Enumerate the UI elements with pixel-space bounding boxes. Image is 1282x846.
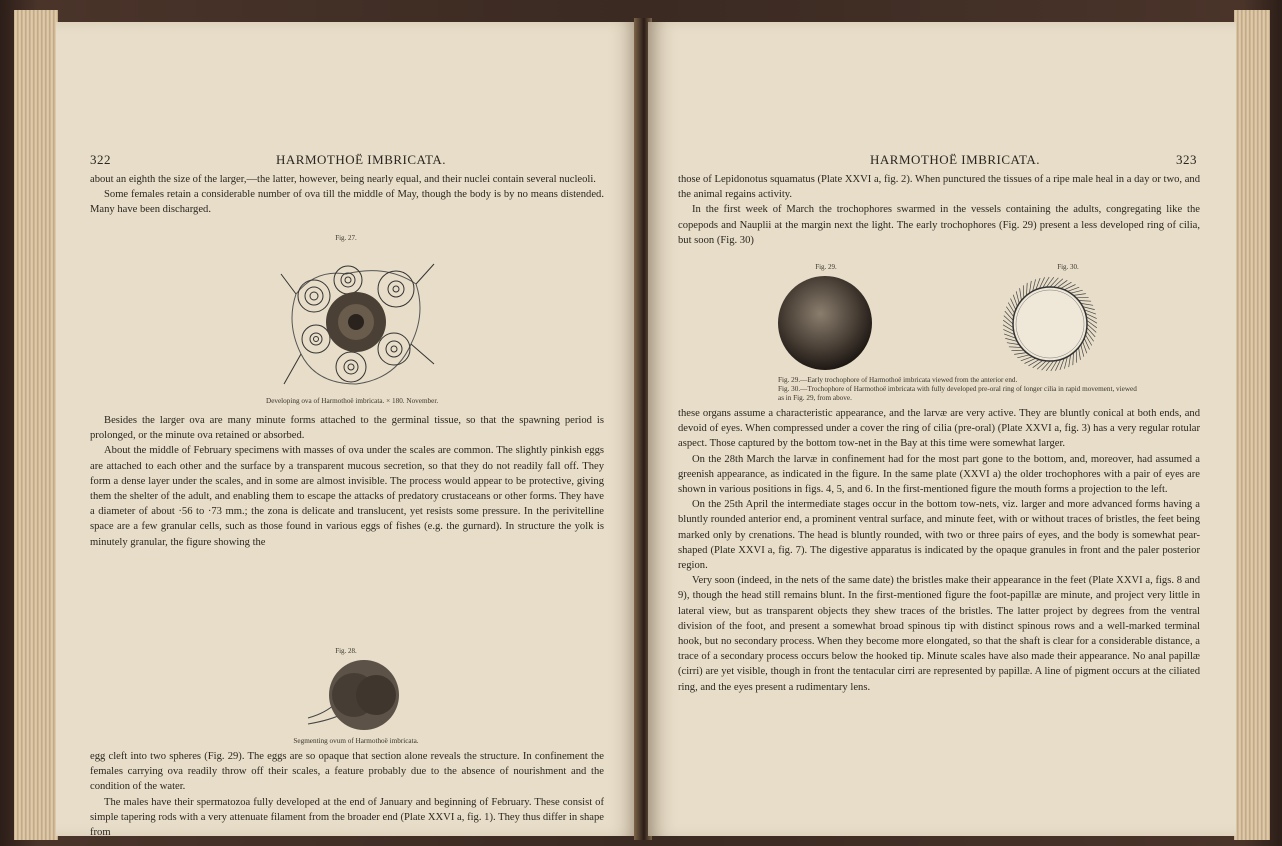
left-text-bottom xyxy=(90,749,604,840)
right-page xyxy=(648,22,1236,836)
right-para-1: those of Lepidonotus squamatus (Plate XXVI a, fig. 2). When punctured the tissues of a ripe male heal in a day or two, and the animal regains activity. xyxy=(678,174,1201,201)
fig28-label: Fig. 28. xyxy=(335,647,357,655)
fig28-segmenting-ovum xyxy=(306,658,406,734)
right-text-main xyxy=(678,406,1200,695)
fig27-label: Fig. 27. xyxy=(335,234,357,242)
right-para-6: Very soon (indeed, in the nets of the same date) the bristles make their appearance in the feet (Plate XXVI a, figs. 8 and 9), though the head still remains blunt. In the first-mentioned figure the foot-papillæ are minute, and project very little in lateral view, but as transparent objects they shew traces of the bristles. The latter project by degrees from the ventral division of the foot, and present a somewhat broad spinous tip with distinct spinous rows and a well-marked terminal hook, but no secondary process. When they become more elongated, so that the shaft is clear for a considerable distance, a trace of a secondary process occurs below the hooked tip. Minute scales have also made their appearance. No anal papillæ (cirri) are yet visible, though in front the tentacular cirri are represented by papillæ. A line of pigment occurs at the ciliated ring, and the eyes present a rudimentary lens. xyxy=(678,575,1200,693)
fig30-label: Fig. 30. xyxy=(1057,263,1079,271)
left-page xyxy=(56,22,638,839)
left-running-title: HARMOTHOË IMBRICATA. xyxy=(276,152,447,167)
fig27-developing-ova xyxy=(276,244,436,394)
left-page-number: 322 xyxy=(90,152,111,167)
left-para-5: egg cleft into two spheres (Fig. 29). The eggs are so opaque that section alone reveals the structure. In confinement the females carrying ova readily throw off their scales, a feature probably due to the absence of nourishment and the condition of the water. xyxy=(90,751,604,793)
fig30-trochophore-with-cilia xyxy=(1000,276,1100,372)
left-para-2: Some females retain a considerable number of ova till the middle of May, though the body is by no means distended. Many have been discharged. xyxy=(90,189,604,216)
right-text-top xyxy=(678,172,1200,248)
fig29-early-trochophore xyxy=(775,274,875,372)
right-para-2: In the first week of March the trochophores swarmed in the vessels containing the adults, congregating like the copepods and Nauplii at the margin next the light. The early trochophores (Fig. 29) present a less developed ring of cilia, but soon (Fig. 30) xyxy=(678,204,1200,246)
left-para-6: The males have their spermatozoa fully developed at the end of January and beginning of February. These consist of simple tapering rods with a very attenuate filament from the broader end (Plate XXVI a, fig. 1). They thus differ in shape from xyxy=(90,796,604,839)
left-para-4: About the middle of February specimens with masses of ova under the scales are common. The slightly pinkish eggs are attached to each other and the surface by a transparent mucous secretion, so that they do not readily fall off. They form a dense layer under the scales, and in some are almost invisible. The process would appear to be protective, giving them the shelter of the adult, and enabling them to escape the attacks of predatory crustaceans or other forms. They have a diameter of about ·56 to ·73 mm.; the zona is delicate and translucent, yet resists some pressure. In the perivitelline space are a few granular cells, such as those found in various eggs of fishes (e.g. the gurnard). In structure the yolk is minutely granular, the figure showing the xyxy=(90,445,604,548)
fig30-caption: Fig. 30.—Trochophore of Harmothoë imbricata with fully developed pre-oral ring of longer cilia in rapid movement, viewed as in Fig. 29, from above. xyxy=(778,385,1137,402)
right-running-title: HARMOTHOË IMBRICATA. xyxy=(870,152,1041,167)
right-para-4: On the 28th March the larvæ in confinement had for the most part gone to the bottom, and, moreover, had assumed a greenish appearance, as indicated in the figure. In the same plate (XXVI a) the older trochophores with a pair of eyes are shown in various positions in figs. 4, 5, and 6. In the first-mentioned figure the mouth forms a projection to the left. xyxy=(678,453,1200,496)
left-page-edges xyxy=(14,10,58,840)
fig29-label: Fig. 29. xyxy=(815,263,837,271)
right-page-number: 323 xyxy=(1176,152,1197,167)
left-text-middle xyxy=(90,413,604,550)
left-para-1: about an eighth the size of the larger,—the latter, however, being nearly equal, and their nuclei contain several nucleoli. xyxy=(90,174,596,185)
right-page-edges xyxy=(1234,10,1270,840)
fig28-caption: Segmenting ovum of Harmothoë imbricata. xyxy=(293,737,419,745)
right-para-3: these organs assume a characteristic appearance, and the larvæ are very active. They are bluntly conical at both ends, and devoid of eyes. When compressed under a cover the ring of cilia (pre-oral) (Plate XXVI a, fig. 3) has a very regular rotular aspect. Those captured by the bottom tow-net in the Bay at this time were somewhat larger. xyxy=(678,408,1200,450)
left-para-3: Besides the larger ova are many minute forms attached to the germinal tissue, so that the spawning period is prolonged, or the minute ova retained or absorbed. xyxy=(90,415,604,442)
fig27-caption: Developing ova of Harmothoë imbricata. × 180. November. xyxy=(266,397,439,405)
left-text-top xyxy=(90,172,604,218)
right-para-5: On the 25th April the intermediate stages occur in the bottom tow-nets, viz. larger and more advanced forms having a bluntly rounded anterior end, a prominent ventral surface, and minute feet, with or without traces of bristles, the feet being marked only by crenations. The head is bluntly rounded, with two or three pairs of eyes, and the body is somewhat pear-shaped (Plate XXVI a, fig. 7). The digestive apparatus is indicated by the opaque granules in front and the paler posterior region. xyxy=(678,499,1200,572)
fig29-caption: Fig. 29.—Early trochophore of Harmothoë imbricata viewed from the anterior end. xyxy=(778,376,1018,384)
